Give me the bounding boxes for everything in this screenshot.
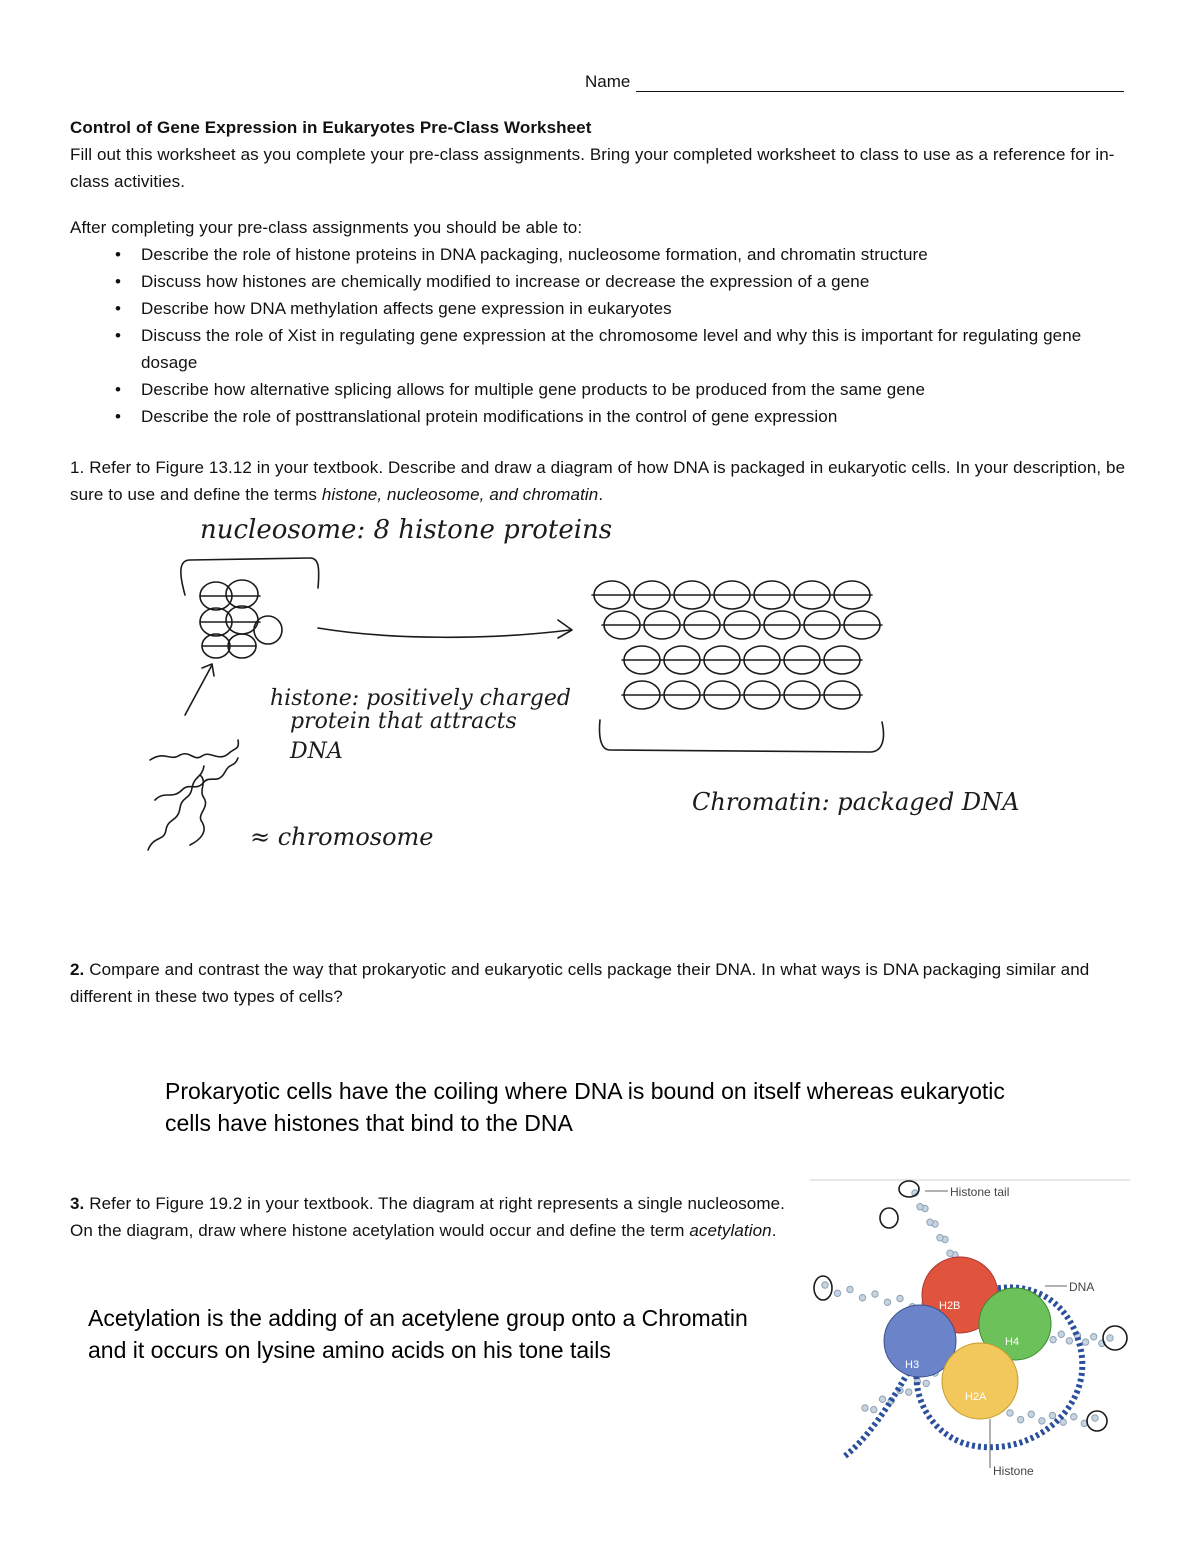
objective-item: • Discuss the role of Xist in regulating gene expression at the chromosome level and why this is important for regulating gene dosage	[70, 322, 1130, 376]
tail-bead	[884, 1299, 890, 1305]
nucleosome-figure	[805, 1176, 1135, 1486]
question-3-term: acetylation	[689, 1221, 772, 1240]
label-h2a: H2A	[965, 1391, 987, 1403]
tail-bead	[1060, 1419, 1066, 1425]
label-dna: DNA	[1069, 1280, 1095, 1294]
question-2-number: 2.	[70, 960, 85, 979]
objectives-section	[70, 214, 1130, 430]
question-1-number: 1.	[70, 458, 85, 477]
tail-bead	[1082, 1339, 1088, 1345]
tail-bead	[1058, 1331, 1064, 1337]
objective-item: • Describe the role of histone proteins in DNA packaging, nucleosome formation, and chromatin structure	[70, 241, 1130, 268]
worksheet-header	[70, 114, 1130, 195]
tail-bead	[937, 1235, 943, 1241]
tail-bead	[1017, 1416, 1023, 1422]
label-h4: H4	[1005, 1336, 1020, 1348]
tail-bead	[1039, 1418, 1045, 1424]
tail-bead	[879, 1396, 885, 1402]
question-3-number: 3.	[70, 1194, 85, 1213]
tail-bead	[906, 1389, 912, 1395]
question-3-answer[interactable]: Acetylation is the adding of an acetylene group onto a Chromatin and it occurs on lysine amino acids on his tone tails	[88, 1305, 748, 1363]
tail-bead	[1050, 1336, 1056, 1342]
handwriting-histone-2: protein that attracts	[290, 709, 517, 734]
tail-bead	[897, 1295, 903, 1301]
tail-bead	[872, 1291, 878, 1297]
question-1: 1. Refer to Figure 13.12 in your textbook. Describe and draw a diagram of how DNA is packaged in eukaryotic cells. In your description, be sure to use and define the terms histone, nucleosome, and chromatin.	[70, 458, 1126, 504]
handwriting-nucleosome: nucleosome: 8 histone proteins	[200, 515, 613, 545]
label-h2b: H2B	[939, 1300, 961, 1312]
worksheet-intro: Fill out this worksheet as you complete your pre-class assignments. Bring your completed worksheet to class to use as a reference for in-class activities.	[70, 145, 1115, 191]
objectives-lead: After completing your pre-class assignments you should be able to:	[70, 218, 583, 237]
tail-bead	[1071, 1414, 1077, 1420]
question-2	[70, 956, 1130, 1010]
objective-item: • Describe how DNA methylation affects gene expression in eukaryotes	[70, 295, 1130, 322]
chromatin-bracket	[599, 720, 883, 752]
tail-bead	[1028, 1411, 1034, 1417]
handwriting-histone-1: histone: positively charged	[270, 686, 571, 711]
tail-bead	[927, 1219, 933, 1225]
name-label: Name	[585, 72, 631, 91]
name-blank-line[interactable]	[636, 73, 1124, 92]
tail-bead	[1049, 1412, 1055, 1418]
chromatin-grid	[592, 581, 882, 709]
question-3: 3. Refer to Figure 19.2 in your textbook. The diagram at right represents a single nucleosome. On the diagram, draw where histone acetylation would occur and define the term acetylation.	[70, 1194, 785, 1240]
name-field	[585, 72, 1124, 92]
tail-bead	[1092, 1415, 1098, 1421]
tail-bead	[862, 1405, 868, 1411]
objective-item: • Describe the role of posttranslational protein modifications in the control of gene expression	[70, 403, 1130, 430]
histone-h2a	[942, 1343, 1018, 1419]
label-h3: H3	[905, 1359, 920, 1371]
nucleosome-cluster	[200, 580, 282, 658]
worksheet-title: Control of Gene Expression in Eukaryotes Pre-Class Worksheet	[70, 118, 592, 137]
q1-handwritten-diagram	[130, 500, 1090, 880]
question-3-text: Refer to Figure 19.2 in your textbook. The diagram at right represents a single nucleosome. On the diagram, draw where histone acetylation would occur and define the term	[70, 1194, 785, 1240]
tail-bead	[947, 1250, 953, 1256]
question-1-text: Refer to Figure 13.12 in your textbook. Describe and draw a diagram of how DNA is packaged in eukaryotic cells. In your description, be sure to use and define the terms	[70, 458, 1126, 504]
tail-bead	[871, 1406, 877, 1412]
tail-bead	[847, 1286, 853, 1292]
tail-bead	[1066, 1338, 1072, 1344]
chromosome-drawing	[148, 740, 238, 850]
label-histone: Histone	[993, 1464, 1034, 1478]
objectives-list	[70, 241, 1130, 430]
question-2-text: Compare and contrast the way that prokaryotic and eukaryotic cells package their DNA. In what ways is DNA packaging similar and different in these two types of cells?	[70, 960, 1090, 1006]
tail-bead	[923, 1380, 929, 1386]
tail-bead	[859, 1295, 865, 1301]
tail-bead	[1107, 1335, 1113, 1341]
tail-bead	[822, 1282, 828, 1288]
tail-bead	[834, 1290, 840, 1296]
objective-item: • Describe how alternative splicing allows for multiple gene products to be produced from the same gene	[70, 376, 1130, 403]
handwriting-chromosome: ≈ chromosome	[250, 823, 434, 851]
arrow-from-chromosome	[185, 664, 214, 715]
tail-bead	[1007, 1410, 1013, 1416]
label-histone-tail: Histone tail	[950, 1185, 1010, 1199]
tail-bead	[1091, 1334, 1097, 1340]
question-2-answer[interactable]: Prokaryotic cells have the coiling where DNA is bound on itself whereas eukaryotic cells have histones that bind to the DNA	[165, 1078, 1005, 1136]
handwriting-histone-3: DNA	[290, 739, 343, 764]
arrow-to-chromatin	[318, 628, 570, 637]
objective-item: • Discuss how histones are chemically modified to increase or decrease the expression of a gene	[70, 268, 1130, 295]
tail-bead	[917, 1204, 923, 1210]
handwriting-chromatin: Chromatin: packaged DNA	[692, 788, 1020, 816]
question-1-terms: histone, nucleosome, and chromatin	[321, 485, 599, 504]
